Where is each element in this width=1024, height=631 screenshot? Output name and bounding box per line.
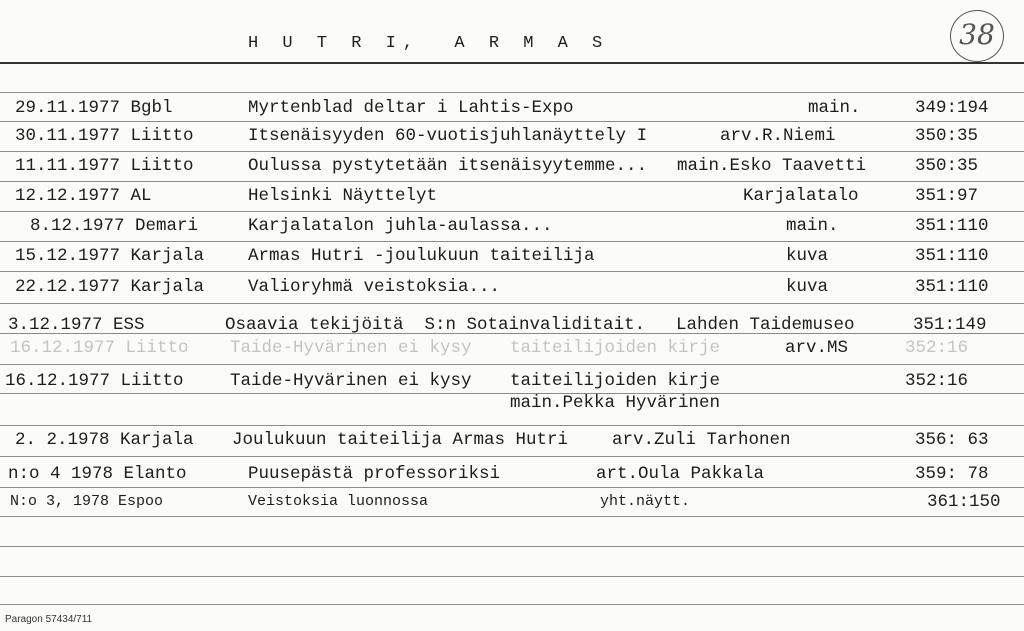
entry-date-source: 12.12.1977 AL [15, 186, 152, 206]
divider [0, 516, 1024, 517]
entry-ref: 351:97 [915, 186, 979, 206]
divider [0, 546, 1024, 547]
entry-title: Valioryhmä veistoksia... [248, 277, 501, 297]
divider [0, 211, 1024, 212]
entry-date-source: n:o 4 1978 Elanto [8, 464, 187, 484]
entry-title: Helsinki Näyttelyt [248, 186, 438, 206]
faded-title: Taide-Hyvärinen ei kysy [230, 338, 472, 358]
entry-date-source: 2. 2.1978 Karjala [15, 430, 194, 450]
faded-subject: taiteilijoiden kirje [510, 338, 721, 358]
entry-title: Myrtenblad deltar i Lahtis-Expo [248, 98, 574, 118]
faded-date-source: 16.12.1977 Liitto [10, 338, 189, 358]
entry-date-source: 16.12.1977 Liitto [5, 371, 184, 391]
divider [0, 425, 1024, 426]
divider [0, 364, 1024, 365]
entry-title: Karjalatalon juhla-aulassa... [248, 216, 553, 236]
entry-note: kuva [786, 277, 829, 297]
entry-date-source: N:o 3, 1978 Espoo [10, 493, 164, 510]
entry-date-source: 11.11.1977 Liitto [15, 156, 194, 176]
divider [0, 241, 1024, 242]
entry-title: Joulukuun taiteilija Armas Hutri [232, 430, 569, 450]
entry-note: main. [786, 216, 839, 236]
entry-note: yht.näytt. [600, 493, 691, 510]
divider [0, 181, 1024, 182]
entry-note: main.Esko Taavetti [677, 156, 867, 176]
entry-note: kuva [786, 246, 829, 266]
divider [0, 92, 1024, 93]
entry-ref: 356: 63 [915, 430, 989, 450]
entry-note: arv.Zuli Tarhonen [612, 430, 791, 450]
entry-ref: 351:110 [915, 216, 989, 236]
entry-title: Osaavia tekijöitä S:n Sotainvaliditait. [225, 315, 646, 335]
entry-note: Lahden Taidemuseo [676, 315, 855, 335]
entry-ref: 350:35 [915, 126, 979, 146]
entry-note: Karjalatalo [743, 186, 859, 206]
entry-ref: 351:149 [913, 315, 987, 335]
card-number-stamp: 38 [950, 10, 1004, 62]
entry-title: Veistoksia luonnossa [248, 493, 429, 510]
entry-ref: 351:110 [915, 277, 989, 297]
entry-note: arv.MS [785, 338, 849, 358]
entry-title: Oulussa pystytetään itsenäisyytemme... [248, 156, 648, 176]
divider [0, 62, 1024, 64]
entry-title: Itsenäisyyden 60-vuotisjuhlanäyttely I [248, 126, 648, 146]
entry-note: art.Oula Pakkala [596, 464, 765, 484]
divider [0, 456, 1024, 457]
divider [0, 303, 1024, 304]
card-print-mark: Paragon 57434/711 [5, 614, 93, 625]
divider [0, 271, 1024, 272]
faded-ref: 352:16 [905, 338, 969, 358]
entry-date-source: 15.12.1977 Karjala [15, 246, 205, 266]
entry-note: main. [808, 98, 861, 118]
entry-ref: 361:150 [927, 492, 1001, 512]
entry-date-source: 3.12.1977 ESS [8, 315, 145, 335]
card-title: H U T R I, A R M A S [248, 34, 610, 53]
entry-title: Puusepästä professoriksi [248, 464, 501, 484]
divider [0, 121, 1024, 122]
entry-title: Armas Hutri -joulukuun taiteilija [248, 246, 595, 266]
entry-ref: 359: 78 [915, 464, 989, 484]
entry-date-source: 30.11.1977 Liitto [15, 126, 194, 146]
entry-title: Taide-Hyvärinen ei kysy [230, 371, 472, 391]
entry-date-source: 29.11.1977 Bgbl [15, 98, 173, 118]
divider [0, 151, 1024, 152]
entry-ref: 351:110 [915, 246, 989, 266]
entry-note: main.Pekka Hyvärinen [510, 393, 721, 413]
entry-subject: taiteilijoiden kirje [510, 371, 721, 391]
entry-date-source: 22.12.1977 Karjala [15, 277, 205, 297]
entry-ref: 352:16 [905, 371, 969, 391]
entry-note: arv.R.Niemi [720, 126, 836, 146]
entry-ref: 349:194 [915, 98, 989, 118]
divider [0, 604, 1024, 605]
divider [0, 576, 1024, 577]
entry-ref: 350:35 [915, 156, 979, 176]
divider [0, 487, 1024, 488]
entry-date-source: 8.12.1977 Demari [30, 216, 199, 236]
